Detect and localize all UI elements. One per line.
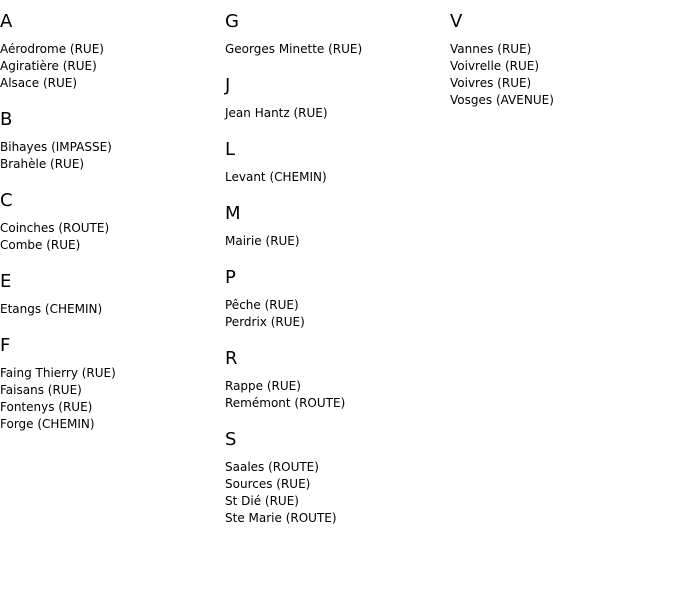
street-item[interactable]: Perdrix (RUE) — [225, 315, 305, 329]
letter-group-r — [225, 348, 445, 412]
street-item[interactable]: Faing Thierry (RUE) — [0, 366, 116, 380]
street-list — [0, 41, 220, 92]
street-list — [225, 233, 445, 250]
street-item[interactable]: Vosges (AVENUE) — [450, 93, 554, 107]
street-item[interactable]: Agiratière (RUE) — [0, 59, 97, 73]
street-item[interactable]: Etangs (CHEMIN) — [0, 302, 103, 316]
street-list — [450, 41, 670, 109]
letter-heading: F — [0, 335, 11, 356]
street-list — [225, 459, 445, 527]
street-item[interactable]: Jean Hantz (RUE) — [225, 106, 328, 120]
street-item[interactable]: Bihayes (IMPASSE) — [0, 140, 112, 154]
street-item[interactable]: Mairie (RUE) — [225, 234, 300, 248]
index-column-2 — [225, 11, 445, 544]
street-item[interactable]: Pêche (RUE) — [225, 298, 299, 312]
letter-group-j — [225, 75, 445, 122]
letter-heading: P — [225, 267, 236, 288]
letter-heading: B — [0, 109, 13, 130]
letter-group-m — [225, 203, 445, 250]
street-item[interactable]: Ste Marie (ROUTE) — [225, 511, 337, 525]
letter-heading: M — [225, 203, 241, 224]
index-column-3 — [450, 11, 670, 126]
street-item[interactable]: Voivres (RUE) — [450, 76, 532, 90]
letter-group-c — [0, 190, 220, 254]
letter-heading: E — [0, 271, 12, 292]
street-list — [225, 297, 445, 331]
street-item[interactable]: Levant (CHEMIN) — [225, 170, 327, 184]
letter-heading: S — [225, 429, 237, 450]
street-item[interactable]: Forge (CHEMIN) — [0, 417, 95, 431]
letter-heading: A — [0, 11, 13, 32]
letter-heading: R — [225, 348, 238, 369]
street-list — [0, 139, 220, 173]
street-item[interactable]: Vannes (RUE) — [450, 42, 532, 56]
street-list — [225, 105, 445, 122]
street-list — [0, 365, 220, 433]
letter-group-b — [0, 109, 220, 173]
letter-group-s — [225, 429, 445, 527]
letter-group-l — [225, 139, 445, 186]
street-item[interactable]: Combe (RUE) — [0, 238, 81, 252]
street-list — [225, 169, 445, 186]
street-item[interactable]: Remémont (ROUTE) — [225, 396, 346, 410]
index-column-1 — [0, 11, 220, 450]
street-list — [225, 378, 445, 412]
letter-group-v — [450, 11, 670, 109]
letter-heading: V — [450, 11, 463, 32]
street-item[interactable]: Voivrelle (RUE) — [450, 59, 540, 73]
street-list — [0, 301, 220, 318]
street-item[interactable]: Rappe (RUE) — [225, 379, 301, 393]
street-list — [0, 220, 220, 254]
letter-group-f — [0, 335, 220, 433]
street-item[interactable]: Sources (RUE) — [225, 477, 311, 491]
street-item[interactable]: Faisans (RUE) — [0, 383, 82, 397]
letter-group-p — [225, 267, 445, 331]
street-item[interactable]: Brahèle (RUE) — [0, 157, 85, 171]
street-item[interactable]: Coinches (ROUTE) — [0, 221, 110, 235]
letter-group-a — [0, 11, 220, 92]
street-item[interactable]: St Dié (RUE) — [225, 494, 299, 508]
street-item[interactable]: Fontenys (RUE) — [0, 400, 93, 414]
letter-heading: J — [225, 75, 231, 96]
street-item[interactable]: Georges Minette (RUE) — [225, 42, 363, 56]
street-item[interactable]: Saales (ROUTE) — [225, 460, 319, 474]
street-item[interactable]: Alsace (RUE) — [0, 76, 78, 90]
letter-group-e — [0, 271, 220, 318]
letter-heading: L — [225, 139, 236, 160]
street-list — [225, 41, 445, 58]
letter-group-g — [225, 11, 445, 58]
letter-heading: G — [225, 11, 239, 32]
street-item[interactable]: Aérodrome (RUE) — [0, 42, 104, 56]
letter-heading: C — [0, 190, 13, 211]
